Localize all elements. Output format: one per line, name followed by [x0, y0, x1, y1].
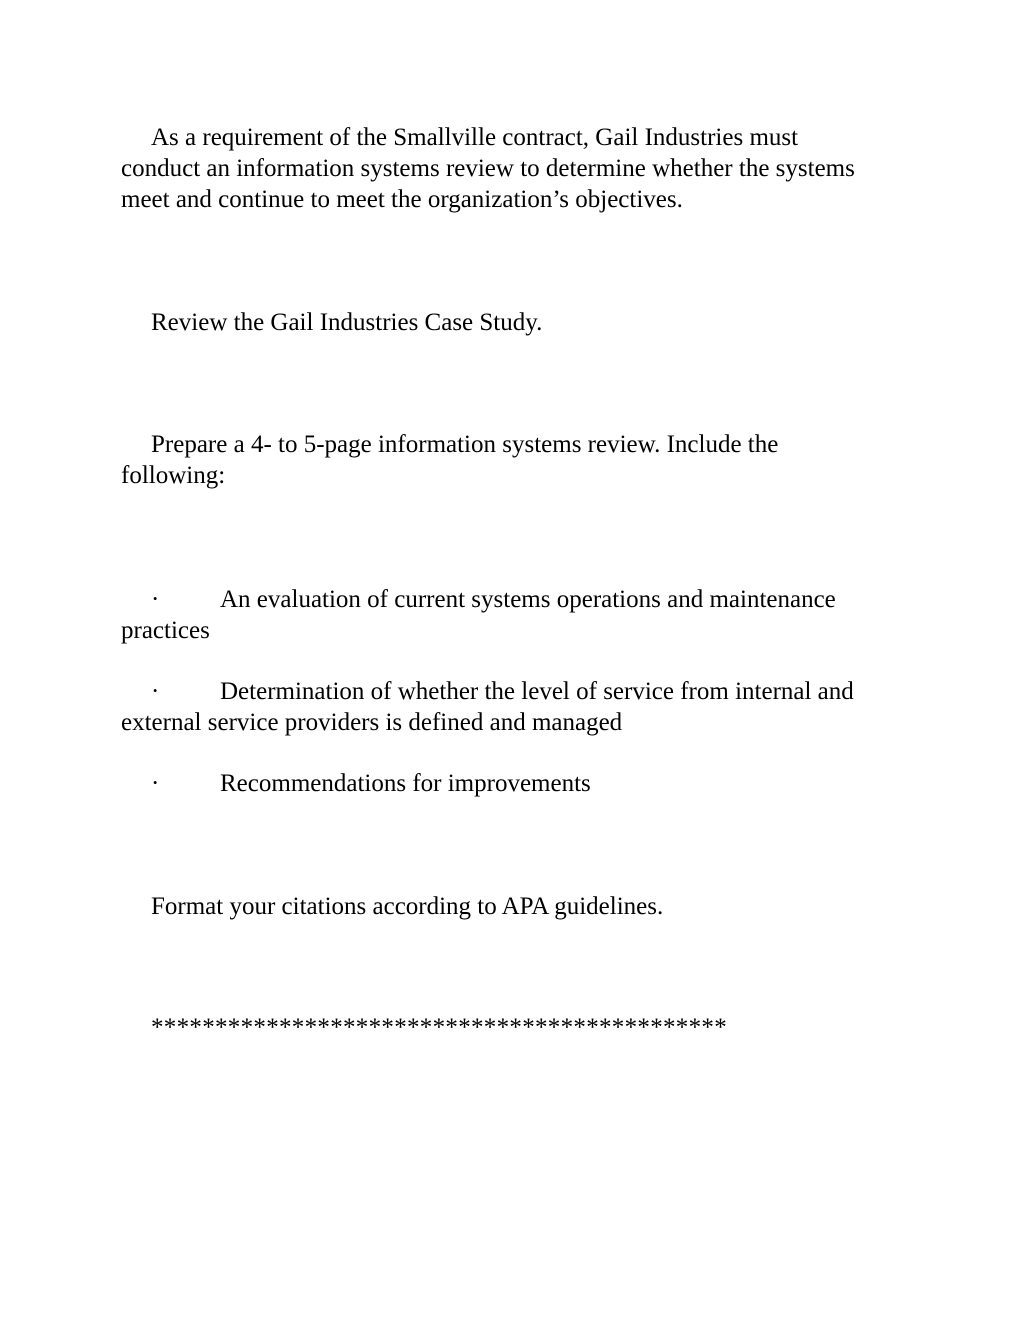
bullet-text: An evaluation of current systems operations and maintenance practices: [121, 586, 836, 644]
separator-line: *********************************************: [151, 1014, 727, 1041]
bullet-item: [121, 676, 911, 738]
review-instruction: Review the Gail Industries Case Study.: [151, 309, 543, 336]
bullet-item: [121, 584, 911, 646]
bullet-marker: ·: [151, 770, 160, 797]
bullet-text: Recommendations for improvements: [220, 770, 591, 797]
citation-instruction: Format your citations according to APA guidelines.: [151, 893, 664, 920]
intro-paragraph: As a requirement of the Smallville contract, Gail Industries must conduct an information systems review to determine whether the systems meet and continue to meet the organization’s objectives.: [121, 124, 855, 213]
prepare-instruction: Prepare a 4- to 5-page information systems review. Include the following:: [121, 431, 779, 489]
bullet-text: Determination of whether the level of service from internal and external service providers is defined and managed: [121, 678, 854, 736]
bullet-marker: ·: [151, 678, 160, 705]
bullet-marker: ·: [151, 586, 160, 613]
bullet-item: [121, 768, 911, 799]
